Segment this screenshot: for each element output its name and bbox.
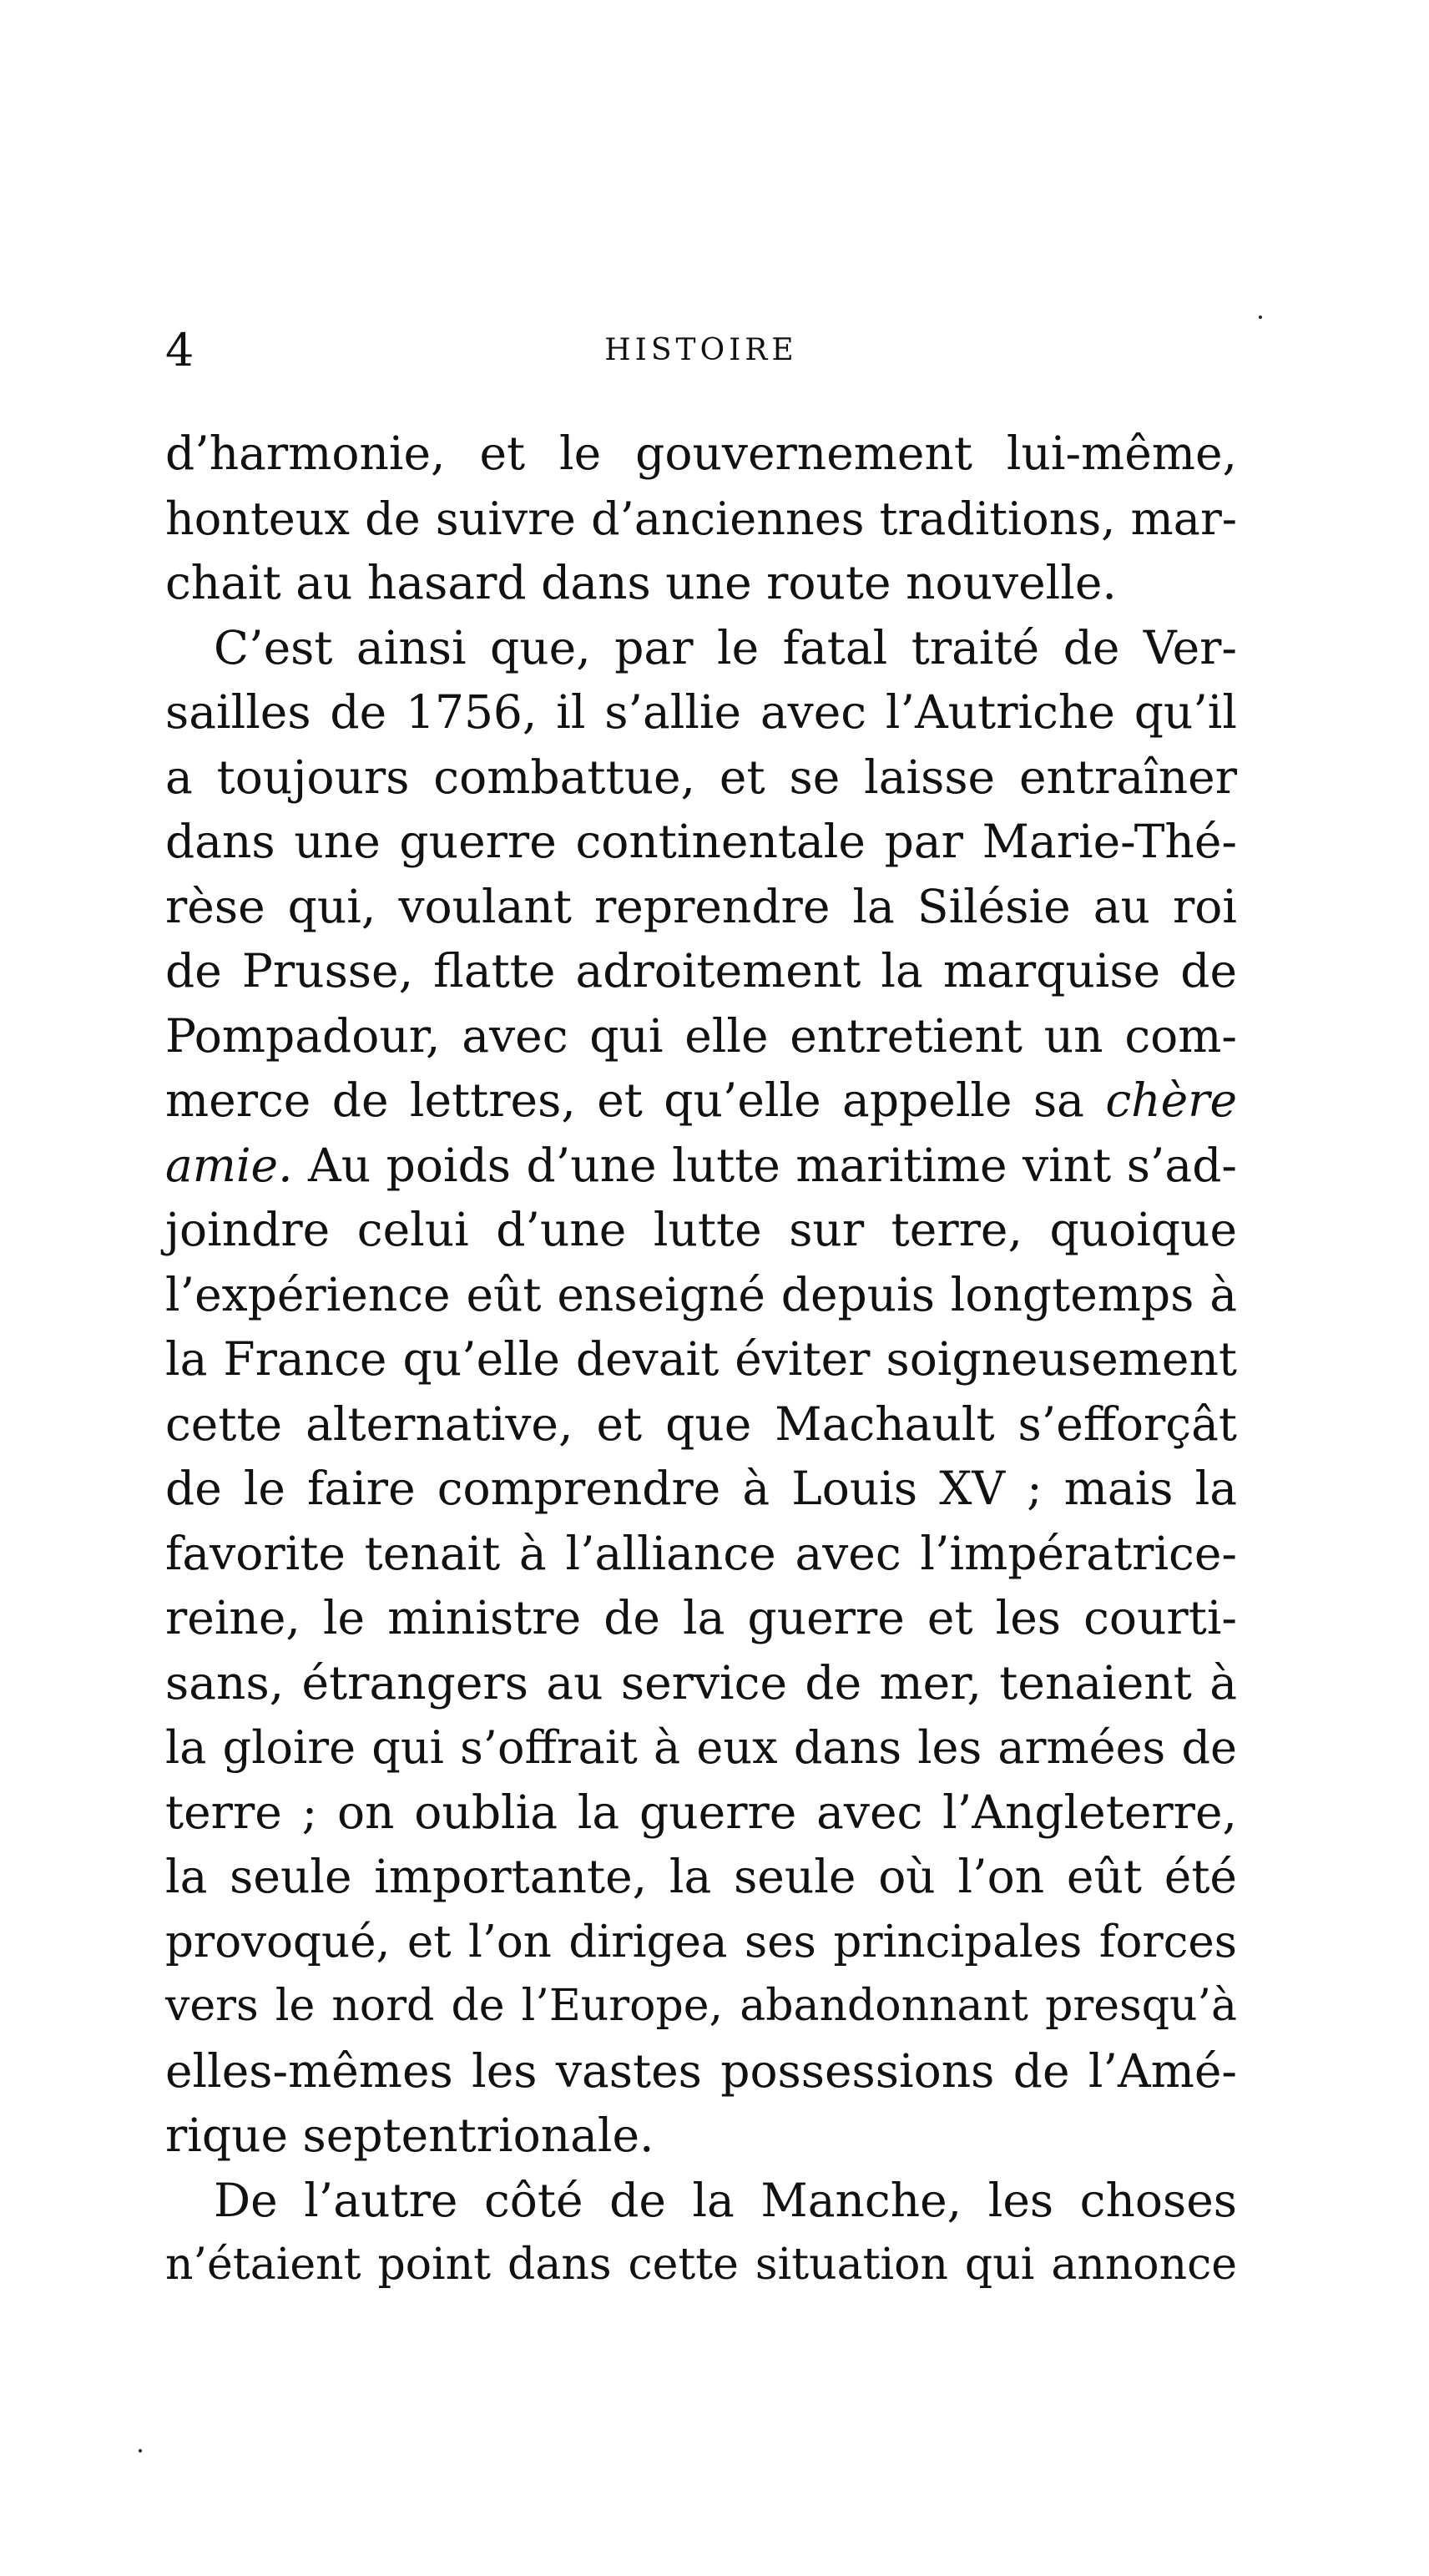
line-text: terre ; on oublia la guerre avec l’Angleterre, [165,1785,1237,1839]
running-head [165,317,1237,384]
line-text: cette alternative, et que Machault s’efforçât [165,1397,1237,1451]
text-line [165,487,1237,552]
line-text: l’expérience eût enseigné depuis longtemps à [165,1267,1237,1321]
text-line [165,810,1237,875]
text-line [165,1910,1237,1975]
line-text: sailles de 1756, il s’allie avec l’Autriche qu’il [165,685,1237,739]
line-text: provoqué, et l’on dirigea ses principales forces [165,1916,1237,1967]
speck [139,2449,142,2452]
text-line [165,616,1237,681]
line-text: Au poids d’une lutte maritime vint s’ad- [292,1138,1237,1192]
text-line [165,1780,1237,1846]
line-text: la gloire qui s’offrait à eux dans les armées de [165,1721,1237,1774]
line-text: sans, étrangers au service de mer, tenaient à [165,1655,1237,1710]
text-line [165,1068,1237,1134]
line-text: la France qu’elle devait éviter soigneusement [165,1332,1237,1386]
text-line [165,939,1237,1004]
line-text: Pompadour, avec qui elle entretient un com- [165,1008,1237,1063]
italic-text: amie. [165,1138,293,1192]
body-text [165,422,1237,2298]
speck [1259,316,1262,319]
italic-text: chère [1105,1073,1237,1127]
line-text: de le faire comprendre à Louis XV ; mais la [165,1462,1237,1515]
text-line [165,1263,1237,1328]
text-line [165,1327,1237,1392]
text-line [165,680,1237,745]
paragraph [165,616,1237,2169]
paragraph [165,422,1237,616]
line-text: la seule importante, la seule où l’on eût été [165,1850,1237,1903]
line-text: chait au hasard dans une route nouvelle. [165,556,1117,609]
running-title: HISTOIRE [604,333,798,367]
text-line [165,1651,1237,1716]
line-text: favorite tenait à l’alliance avec l’impératrice- [165,1526,1237,1580]
text-line [165,1715,1237,1780]
line-text: dans une guerre continentale par Marie-Thé- [165,815,1237,868]
line-text: de Prusse, flatte adroitement la marquise de [165,944,1237,998]
page-number: 4 [165,324,194,376]
line-text: reine, le ministre de la guerre et les courti- [165,1591,1237,1644]
text-line [165,875,1237,940]
text-line [165,2104,1237,2169]
line-text: vers le nord de l’Europe, abandonnant presqu’à [165,1981,1237,2031]
line-text: a toujours combattue, et se laisse entraîner [165,750,1237,804]
line-text: n’étaient point dans cette situation qui annonce [165,2240,1237,2290]
text-line [165,1392,1237,1457]
line-text: C’est ainsi que, par le fatal traité de Ver- [214,620,1237,674]
text-line [165,422,1237,487]
line-text: elles-mêmes les vastes possessions de l’Amé- [165,2043,1237,2098]
line-text: honteux de suivre d’anciennes traditions, mar- [165,492,1237,545]
text-line [165,1457,1237,1522]
paragraph [165,2169,1237,2298]
text-line [165,1974,1237,2039]
text-line [165,1845,1237,1910]
text-line [165,2039,1237,2104]
line-text: merce de lettres, et qu’elle appelle sa [165,1073,1106,1127]
line-text: joindre celui d’une lutte sur terre, quoique [165,1203,1237,1256]
line-text: rique septentrionale. [165,2109,654,2162]
text-line [165,551,1237,616]
text-line [165,2169,1237,2234]
text-line [165,2233,1237,2298]
text-line [165,745,1237,811]
text-line [165,1004,1237,1069]
text-line [165,1198,1237,1263]
line-text: De l’autre côté de la Manche, les choses [214,2173,1237,2227]
line-text: rèse qui, voulant reprendre la Silésie au roi [165,879,1237,933]
line-text: d’harmonie, et le gouvernement lui-même, [165,427,1237,480]
text-line [165,1134,1237,1199]
text-line [165,1522,1237,1587]
text-line [165,1586,1237,1651]
